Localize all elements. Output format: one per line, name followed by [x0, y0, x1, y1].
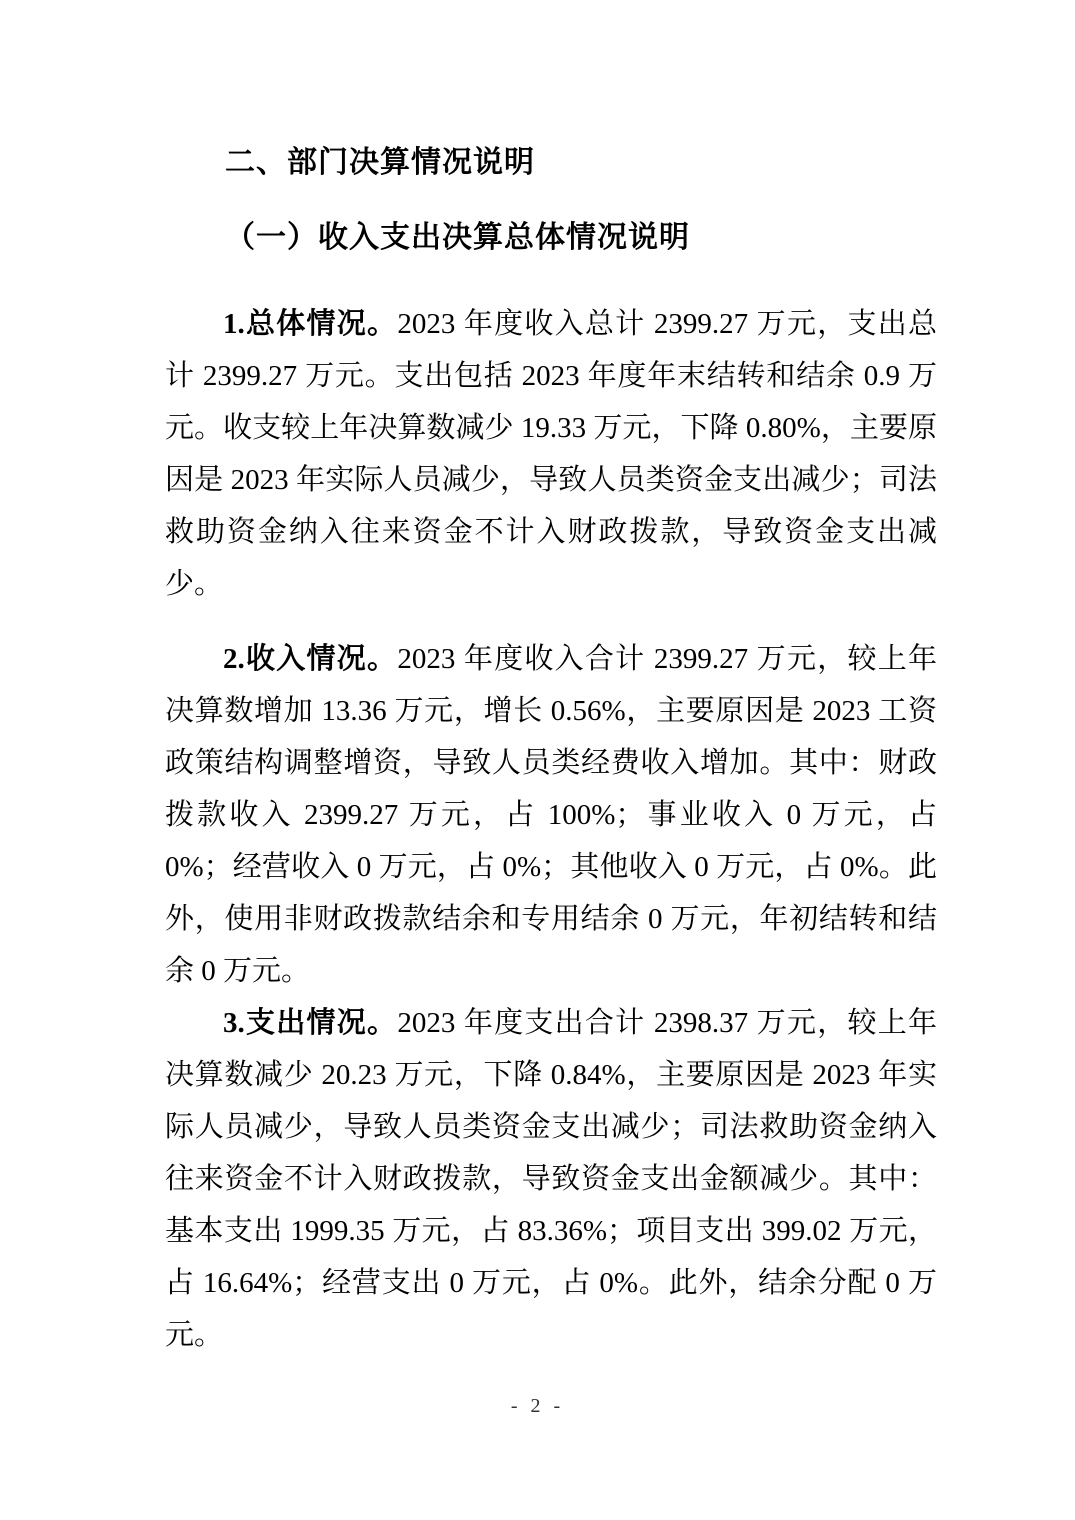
paragraph-body: 2023 年度收入总计 2399.27 万元，支出总计 2399.27 万元。支出包括 2023 年度年末结转和结余 0.9 万元。收支较上年决算数减少 19.33 万元，下降 0.80%，主要原因是 2023 年实际人员减少，导致人员类资金支出减少；司法救助资金纳入往来资金不计入财政拨款，导致资金支出减少。 — [165, 308, 937, 600]
page-number: - 2 - — [510, 1395, 565, 1417]
paragraph-overall-situation — [165, 298, 937, 610]
paragraph-lead: 1.总体情况。 — [223, 308, 398, 340]
paragraph-lead: 2.收入情况。 — [223, 643, 398, 675]
paragraph-income-situation — [165, 633, 937, 997]
paragraph-lead: 3.支出情况。 — [223, 1007, 398, 1039]
paragraph-expenditure-situation — [165, 997, 937, 1361]
subsection-heading: （一）收入支出决算总体情况说明 — [225, 221, 690, 254]
paragraph-body: 2023 年度收入合计 2399.27 万元，较上年决算数增加 13.36 万元，增长 0.56%，主要原因是 2023 工资政策结构调整增资，导致人员类经费收入增加。其中：财政拨款收入 2399.27 万元，占 100%；事业收入 0 万元，占 0%；经营收入 0 万元，占 0%；其他收入 0 万元，占 0%。此外，使用非财政拨款结余和专用结余 0 万元，年初结转和结余 0 万元。 — [165, 643, 937, 987]
section-heading: 二、部门决算情况说明 — [225, 146, 535, 179]
paragraph-body: 2023 年度支出合计 2398.37 万元，较上年决算数减少 20.23 万元，下降 0.84%，主要原因是 2023 年实际人员减少，导致人员类资金支出减少；司法救助资金纳入往来资金不计入财政拨款，导致资金支出金额减少。其中：基本支出 1999.35 万元，占 83.36%；项目支出 399.02 万元，占 16.64%；经营支出 0 万元，占 0%。此外，结余分配 0 万元。 — [165, 1007, 937, 1351]
document-content — [165, 143, 937, 1361]
